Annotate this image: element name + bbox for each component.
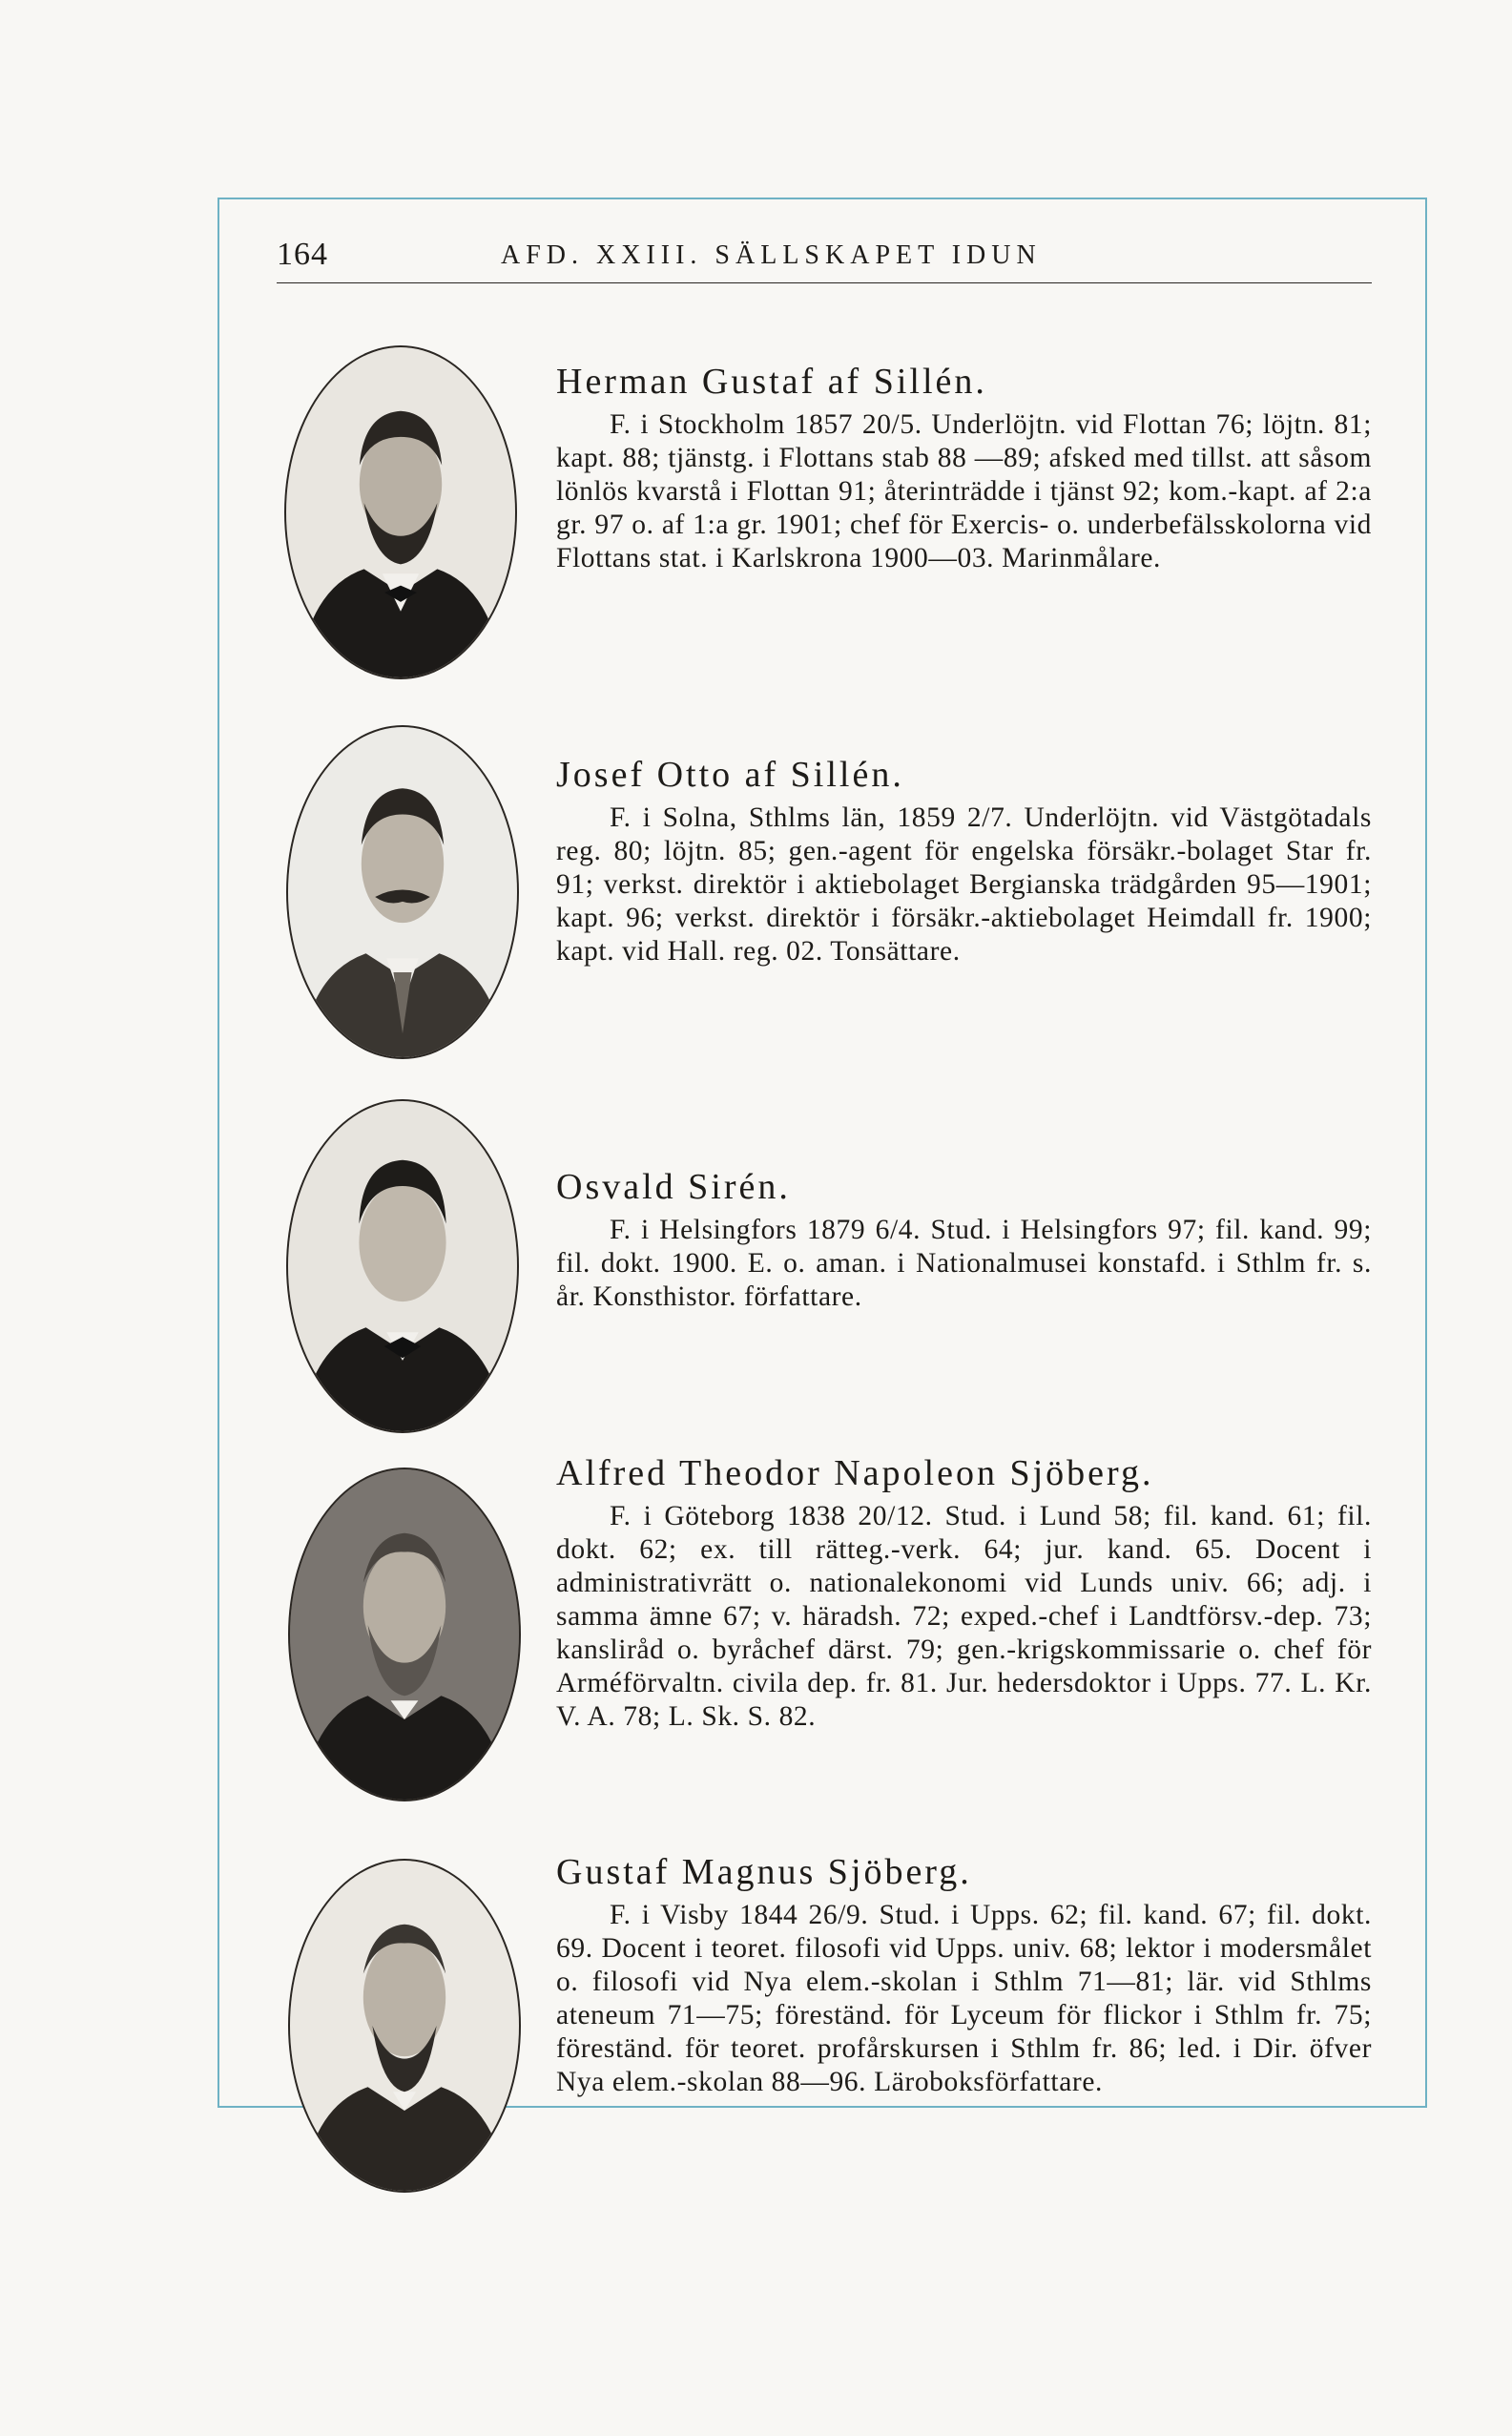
portrait-alfred-sjoberg <box>288 1468 521 1801</box>
entry-name: Gustaf Magnus Sjöberg. <box>556 1852 972 1892</box>
entry-text: F. i Helsingfors 1879 6/4. Stud. i Helsingfors 97; fil. kand. 99; fil. dokt. 1900. E. o. aman. i Nationalmusei konstafd. i Sthlm fr. s. år. Konsthistor. författare. <box>556 1215 1372 1312</box>
entry-name: Josef Otto af Sillén. <box>556 755 904 795</box>
running-head <box>277 235 1372 283</box>
entry-name: Osvald Sirén. <box>556 1167 791 1207</box>
entry-name: Herman Gustaf af Sillén. <box>556 362 987 402</box>
entry-text: F. i Göteborg 1838 20/12. Stud. i Lund 58; fil. kand. 61; fil. dokt. 62; ex. till rätteg.-verk. 64; jur. kand. 65. Docent i administrativrätt o. nationalekonomi vid Lunds univ. 66; adj. i samma ämne 67; v. häradsh. 72; exped.-chef i Landtförsv.-dep. 73; kansliråd o. byråchef därst. 79; gen.-krigskommissarie o. chef för Arméförvaltn. civila dep. fr. 81. Jur. hedersdoktor i Upps. 77. L. Kr. V. A. 78; L. Sk. S. 82. <box>556 1501 1372 1732</box>
section-title: AFD. XXIII. SÄLLSKAPET IDUN <box>501 240 1042 270</box>
entry-text: F. i Solna, Sthlms län, 1859 2/7. Underlöjtn. vid Västgötadals reg. 80; löjtn. 85; gen.-agent för engelska försäkr.-bolaget Star fr. 91; verkst. direktör i aktiebolaget Bergianska trädgården 95—1901; kapt. 96; verkst. direktör i försäkr.-aktiebolaget Heimdall fr. 1900; kapt. vid Hall. reg. 02. Tonsättare. <box>556 802 1372 967</box>
entry-text: F. i Visby 1844 26/9. Stud. i Upps. 62; fil. kand. 67; fil. dokt. 69. Docent i teoret. filosofi vid Upps. univ. 68; lektor i modersmålet o. filosofi vid Nya elem.-skolan i Sthlm 71—81; lär. vid Sthlms ateneum 71—75; föreständ. för Lyceum för flickor i Sthlm fr. 75; föreständ. för teoret. profårskursen i Sthlm fr. 86; led. i Dir. öfver Nya elem.-skolan 88—96. Läroboksförfattare. <box>556 1900 1372 2097</box>
entry-text: F. i Stockholm 1857 20/5. Underlöjtn. vid Flottan 76; löjtn. 81; kapt. 88; tjänstg. i Flottans stab 88 —89; afsked med tillst. att såsom lönlös kvarstå i Flottan 91; återinträdde i tjänst 92; kom.-kapt. af 2:a gr. 97 o. af 1:a gr. 1901; chef för Exercis- o. underbefälsskolorna vid Flottans stat. i Karlskrona 1900—03. Marinmålare. <box>556 409 1372 573</box>
portrait-herman-sillen <box>284 345 517 679</box>
page-number: 164 <box>277 237 328 272</box>
portrait-josef-sillen <box>286 725 519 1059</box>
portrait-osvald-siren <box>286 1099 519 1433</box>
portrait-gustaf-sjoberg <box>288 1859 521 2193</box>
entry-name: Alfred Theodor Napoleon Sjöberg. <box>556 1453 1154 1493</box>
